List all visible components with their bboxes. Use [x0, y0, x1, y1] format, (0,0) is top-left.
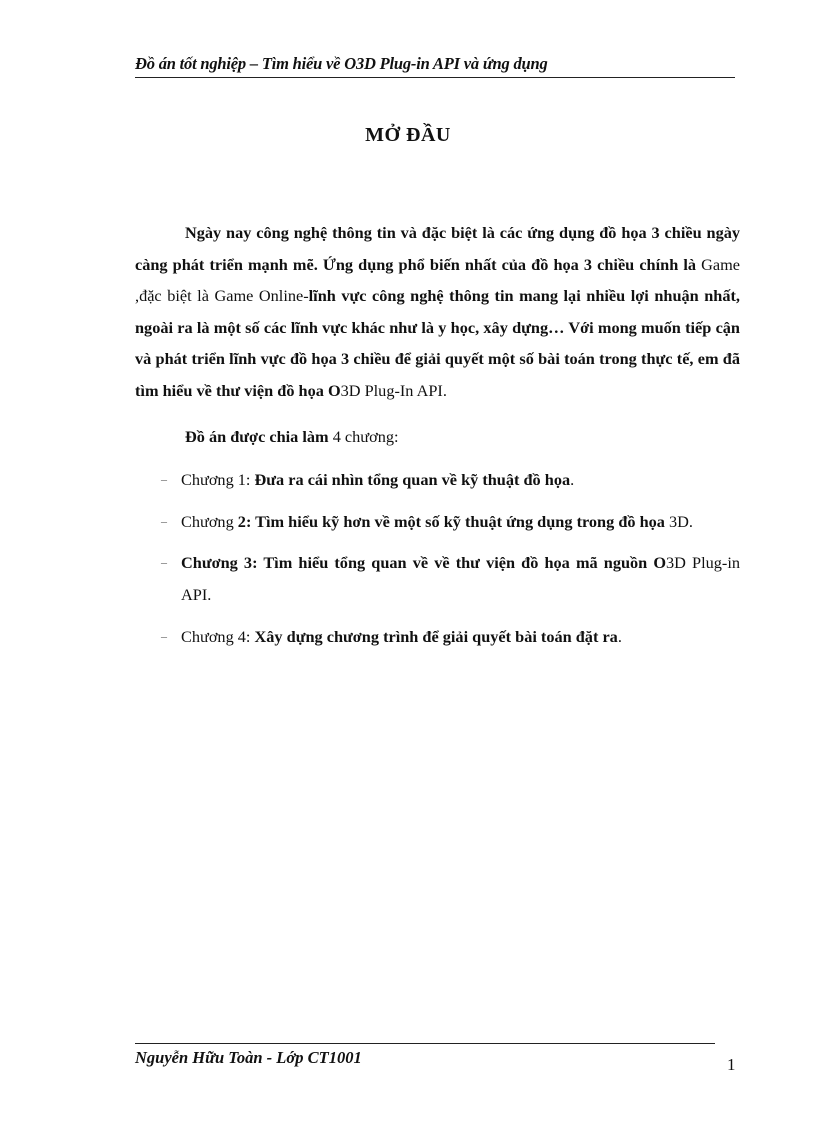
bullet-dash-icon: – [161, 472, 167, 487]
chapter-label: Chương 4: [181, 626, 255, 646]
chapter-description: 2: Tìm hiểu kỹ hơn về một số kỹ thuật ứng dụng trong đồ họa [237, 511, 665, 531]
chapter-item-3 [135, 547, 740, 610]
chapter-description: Chương 3: Tìm hiểu tổng quan về về thư viện đồ họa mã nguồn O [181, 553, 667, 573]
page-header [135, 54, 735, 78]
bullet-dash-icon: – [161, 513, 167, 528]
chapter-description: Đưa ra cái nhìn tổng quan về kỹ thuật đồ họa [254, 470, 571, 490]
chapters-intro-normal: 4 chương: [328, 426, 399, 446]
chapter-tail: 3D. [664, 511, 693, 531]
intro-paragraph [135, 217, 740, 407]
chapters-intro-bold: Đồ án được chia làm [185, 426, 329, 446]
chapter-description: Xây dựng chương trình để giải quyết bài toán đặt ra [254, 626, 618, 646]
intro-text-segment: 3D Plug-In API. [340, 380, 447, 400]
page-number: 1 [727, 1055, 736, 1074]
intro-text-segment: Ngày nay công nghệ thông tin và đặc biệt là các ứng dụng đồ họa 3 chiều ngày càng phát triển mạnh mẽ. Ứng dụng phổ biến nhất của đồ họa 3 chiều chính là [135, 223, 740, 274]
chapter-list [135, 464, 740, 652]
footer-author: Nguyễn Hữu Toàn - Lớp CT1001 [135, 1048, 362, 1067]
chapter-item-1 [135, 464, 740, 496]
header-text: Đồ án tốt nghiệp – Tìm hiểu về O3D Plug-in API và ứng dụng [135, 54, 548, 73]
bullet-dash-icon: – [161, 555, 167, 570]
page-footer [135, 1043, 715, 1068]
bullet-dash-icon: – [161, 628, 167, 643]
chapter-label: Chương [181, 511, 238, 531]
page-title: MỞ ĐẦU [365, 124, 451, 146]
intro-text-segment: lĩnh vực công nghệ thông tin mang lại nhiều lợi nhuận nhất, ngoài ra là một số các lĩnh vực khác như là y học, xây dựng… Với mong muốn tiếp cận và phát triển lĩnh vực đồ họa 3 chiều để giải quyết một số bài toán trong thực tế, em đã tìm hiểu về thư viện đồ họa O [135, 286, 740, 400]
chapter-item-4 [135, 621, 740, 653]
intro-text-segment: Game ,đặc biệt là Game Online- [135, 254, 740, 306]
chapter-item-2 [135, 506, 740, 538]
document-body [135, 217, 740, 662]
chapter-tail: . [617, 626, 622, 646]
chapter-tail: 3D Plug-in API. [181, 553, 741, 604]
chapter-tail: . [570, 470, 575, 490]
chapters-intro [135, 421, 740, 453]
chapter-label: Chương 1: [181, 470, 255, 490]
